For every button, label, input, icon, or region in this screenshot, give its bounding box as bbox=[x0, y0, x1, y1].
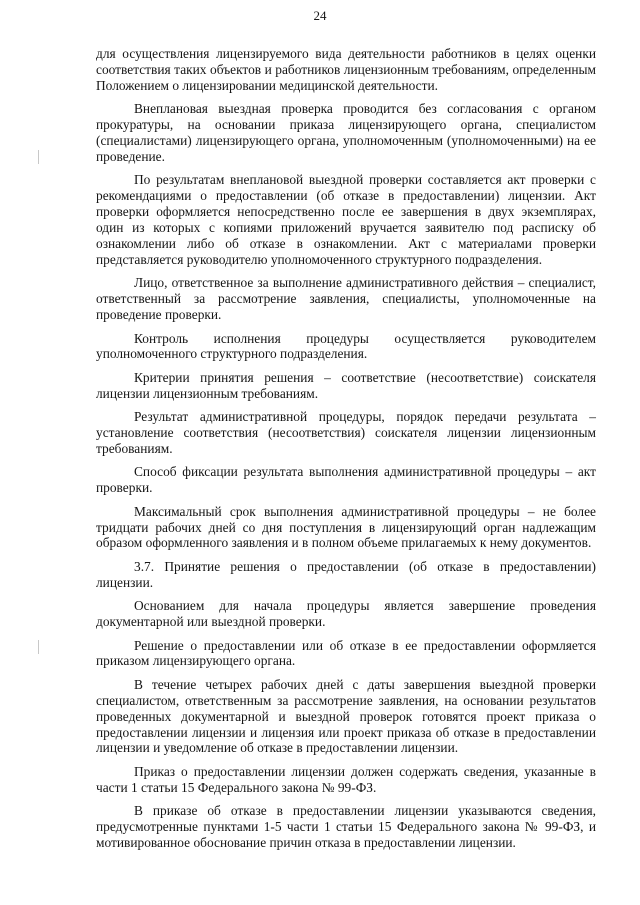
paragraph-basis: Основанием для начала процедуры является завершение проведения документарной или выездной проверки. bbox=[96, 598, 596, 630]
paragraph-control: Контроль исполнения процедуры осуществляется руководителем уполномоченного структурного подразделения. bbox=[96, 330, 596, 362]
paragraph-continuation: для осуществления лицензируемого вида деятельности работников в целях оценки соответствия таких объектов и работников лицензионным требованиям, определенным Положением о лицензировании медицинской деятельности. bbox=[96, 46, 596, 93]
paragraph-fixation-method: Способ фиксации результата выполнения административной процедуры – акт проверки. bbox=[96, 464, 596, 496]
document-body bbox=[96, 46, 596, 858]
paragraph-refusal-order: В приказе об отказе в предоставлении лицензии указываются сведения, предусмотренные пунктами 1-5 части 1 статьи 15 Федерального закона № 99-ФЗ, и мотивированное обоснование причин отказа в предоставлении лицензии. bbox=[96, 803, 596, 850]
page-number: 24 bbox=[313, 8, 327, 23]
paragraph-decision-form: Решение о предоставлении или об отказе в ее предоставлении оформляется приказом лицензирующего органа. bbox=[96, 637, 596, 669]
paragraph-max-term: Максимальный срок выполнения административной процедуры – не более тридцати рабочих дней со дня поступления в лицензирующий орган надлежащим образом оформленного заявления и в полном объеме прилагаемых к нему документов. bbox=[96, 503, 596, 551]
paragraph-order-contents: Приказ о предоставлении лицензии должен содержать сведения, указанные в части 1 статьи 15 Федерального закона № 99-ФЗ. bbox=[96, 763, 596, 795]
paragraph-decision-criteria: Критерии принятия решения – соответствие (несоответствие) соискателя лицензии лицензионным требованиям. bbox=[96, 369, 596, 401]
scan-margin-mark bbox=[38, 640, 39, 654]
paragraph-inspection-act: По результатам внеплановой выездной проверки составляется акт проверки с рекомендациями о предоставлении (об отказе в предоставлении) лицензии. Акт проверки оформляется непосредственно после ее завершения в двух экземплярах, один из которых с копиями приложений вручается заявителю под расписку об ознакомлении либо об отказе в ознакомлении. Акт с материалами проверки представляется руководителю уполномоченного структурного подразделения. bbox=[96, 172, 596, 267]
paragraph-responsible-person: Лицо, ответственное за выполнение административного действия – специалист, ответственный за рассмотрение заявления, специалисты, уполномоченные на проведение проверки. bbox=[96, 275, 596, 323]
scan-margin-mark bbox=[38, 150, 39, 164]
paragraph-four-days: В течение четырех рабочих дней с даты завершения выездной проверки специалистом, ответственным за рассмотрение заявления, на основании результатов проведенных документарной и выездной проверок готовятся проект приказа о предоставлении лицензии и лицензия или проект приказа об отказе в предоставлении лицензии и уведомление об отказе в предоставлении лицензии. bbox=[96, 676, 596, 756]
paragraph-unscheduled-inspection: Внеплановая выездная проверка проводится без согласования с органом прокуратуры, на основании приказа лицензирующего органа, специалистом (специалистами) лицензирующего органа, уполномоченным (уполномоченными) на ее проведение. bbox=[96, 101, 596, 164]
paragraph-result: Результат административной процедуры, порядок передачи результата – установление соответствия (несоответствия) соискателя лицензии лицензионным требованиям. bbox=[96, 409, 596, 456]
section-heading-3-7: 3.7. Принятие решения о предоставлении (об отказе в предоставлении) лицензии. bbox=[96, 558, 596, 590]
